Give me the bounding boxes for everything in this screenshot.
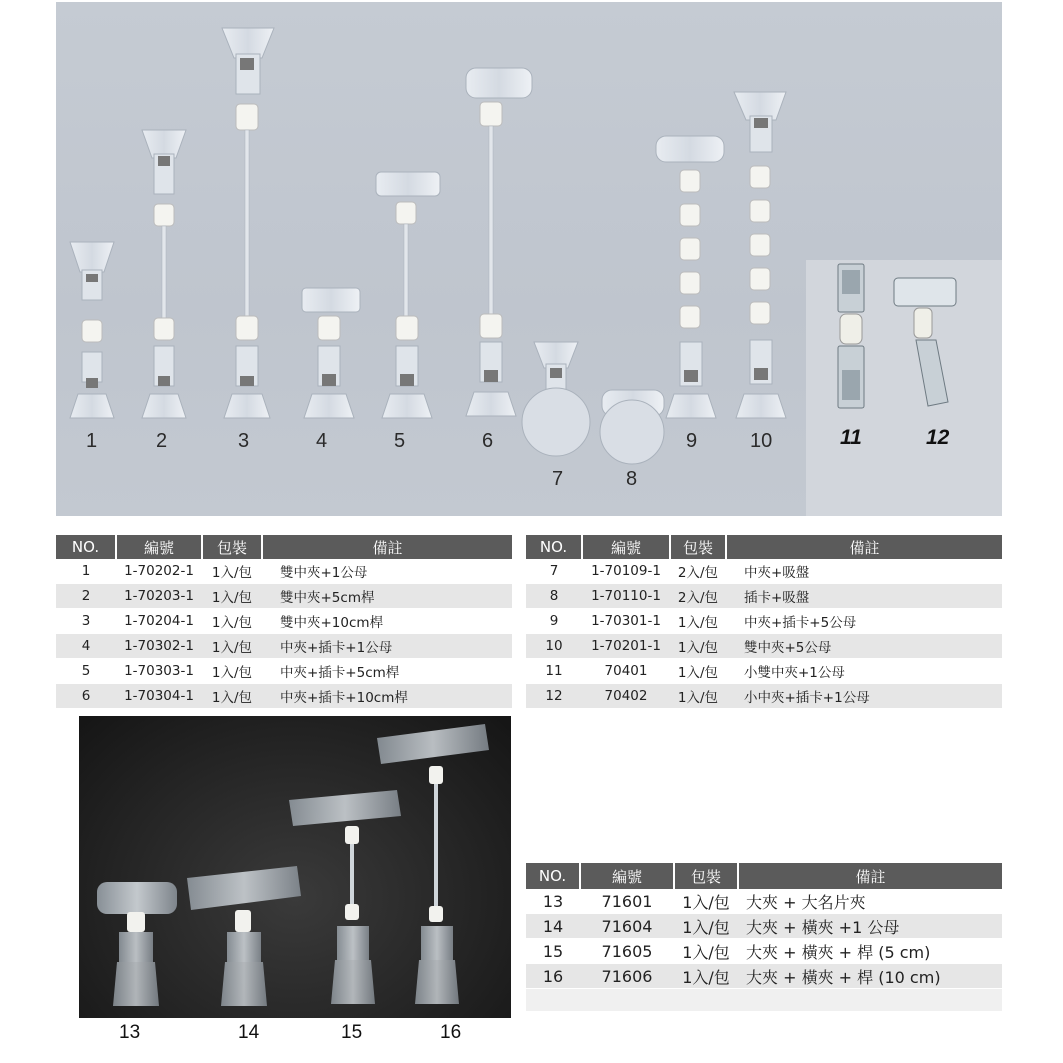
header-code: 編號 — [116, 535, 202, 559]
item-label-14: 14 — [238, 1022, 260, 1043]
cell-code: 70401 — [582, 659, 670, 684]
cell-no: 8 — [526, 584, 582, 609]
table-row — [526, 634, 1002, 659]
cell-pack: 2入/包 — [670, 584, 726, 609]
item-label-8: 8 — [626, 468, 638, 490]
cell-no: 3 — [56, 609, 116, 634]
clip-11 — [838, 264, 864, 408]
clip-16 — [377, 724, 489, 1004]
cell-note: 中夾+插卡+5cm桿 — [262, 659, 512, 684]
cell-pack: 1入/包 — [670, 659, 726, 684]
cell-pack: 2入/包 — [670, 559, 726, 584]
item-label-3: 3 — [238, 430, 250, 452]
header-note: 備註 — [262, 535, 512, 559]
header-pack: 包裝 — [202, 535, 262, 559]
clip-5 — [376, 172, 440, 418]
header-no: NO. — [56, 535, 116, 559]
table-row — [526, 964, 1002, 989]
cell-no: 13 — [526, 889, 580, 914]
large-clip-illustrations — [79, 716, 511, 1018]
cell-pack: 1入/包 — [674, 914, 738, 939]
table-row — [526, 889, 1002, 914]
cell-no: 9 — [526, 609, 582, 634]
spec-table-bottom — [526, 863, 1002, 1012]
clip-15 — [289, 790, 401, 1004]
cell-no: 15 — [526, 939, 580, 964]
cell-no: 4 — [56, 634, 116, 659]
table-row — [56, 584, 512, 609]
cell-note: 雙中夾+1公母 — [262, 559, 512, 584]
item-label-4: 4 — [316, 430, 328, 452]
cell-pack: 1入/包 — [202, 584, 262, 609]
clip-10 — [734, 92, 786, 418]
cell-note: 插卡+吸盤 — [726, 584, 1002, 609]
cell-pack: 1入/包 — [670, 634, 726, 659]
item-label-10: 10 — [750, 430, 773, 452]
cell-pack: 1入/包 — [670, 609, 726, 634]
cell-code: 1-70109-1 — [582, 559, 670, 584]
cell-no: 16 — [526, 964, 580, 989]
cell-code: 1-70202-1 — [116, 559, 202, 584]
cell-pack: 1入/包 — [202, 684, 262, 709]
cell-note: 中夾+插卡+5公母 — [726, 609, 1002, 634]
cell-code: 71605 — [580, 939, 674, 964]
cell-pack: 1入/包 — [202, 609, 262, 634]
item-label-7: 7 — [552, 468, 564, 490]
clip-3 — [222, 28, 274, 418]
cell-pack: 1入/包 — [202, 659, 262, 684]
item-label-13: 13 — [119, 1022, 141, 1043]
clip-9 — [656, 136, 724, 418]
cell-code: 1-70204-1 — [116, 609, 202, 634]
clip-7 — [522, 342, 590, 456]
cell-code: 1-70304-1 — [116, 684, 202, 709]
clip-2 — [142, 130, 186, 418]
item-label-5: 5 — [394, 430, 406, 452]
cell-code: 1-70303-1 — [116, 659, 202, 684]
cell-note: 雙中夾+10cm桿 — [262, 609, 512, 634]
cell-no: 12 — [526, 684, 582, 709]
clip-4 — [302, 288, 360, 418]
empty-cell — [526, 989, 1002, 1012]
table-row — [56, 659, 512, 684]
spec-table-right — [526, 535, 1002, 709]
cell-note: 中夾+吸盤 — [726, 559, 1002, 584]
table-row — [526, 939, 1002, 964]
cell-pack: 1入/包 — [674, 939, 738, 964]
header-code: 編號 — [582, 535, 670, 559]
table-row — [526, 659, 1002, 684]
header-code: 編號 — [580, 863, 674, 889]
product-photo-top — [56, 2, 1002, 516]
header-note: 備註 — [726, 535, 1002, 559]
item-label-11: 11 — [840, 426, 862, 449]
item-label-6: 6 — [482, 430, 494, 452]
spec-table-left — [56, 535, 512, 709]
cell-code: 1-70110-1 — [582, 584, 670, 609]
cell-pack: 1入/包 — [670, 684, 726, 709]
cell-note: 大夾 + 橫夾 + 桿 (5 cm) — [738, 939, 1002, 964]
cell-pack: 1入/包 — [674, 964, 738, 989]
table-row — [526, 914, 1002, 939]
cell-code: 71604 — [580, 914, 674, 939]
cell-note: 大夾 + 橫夾 +1 公母 — [738, 914, 1002, 939]
table-row — [526, 609, 1002, 634]
table-row — [526, 684, 1002, 709]
cell-pack: 1入/包 — [674, 889, 738, 914]
cell-no: 2 — [56, 584, 116, 609]
clip-6 — [466, 68, 532, 416]
header-no: NO. — [526, 535, 582, 559]
header-no: NO. — [526, 863, 580, 889]
cell-no: 11 — [526, 659, 582, 684]
cell-note: 大夾 + 橫夾 + 桿 (10 cm) — [738, 964, 1002, 989]
item-label-2: 2 — [156, 430, 168, 452]
cell-note: 中夾+插卡+1公母 — [262, 634, 512, 659]
cell-code: 71601 — [580, 889, 674, 914]
table-row — [526, 559, 1002, 584]
item-label-16: 16 — [440, 1022, 462, 1043]
item-label-12: 12 — [926, 426, 950, 449]
clip-13 — [97, 882, 177, 1006]
cell-note: 中夾+插卡+10cm桿 — [262, 684, 512, 709]
cell-code: 1-70201-1 — [582, 634, 670, 659]
cell-pack: 1入/包 — [202, 634, 262, 659]
cell-pack: 1入/包 — [202, 559, 262, 584]
item-label-1: 1 — [86, 430, 98, 452]
cell-code: 1-70302-1 — [116, 634, 202, 659]
item-label-9: 9 — [686, 430, 698, 452]
cell-note: 大夾 + 大名片夾 — [738, 889, 1002, 914]
table-row — [56, 609, 512, 634]
cell-note: 小中夾+插卡+1公母 — [726, 684, 1002, 709]
cell-no: 1 — [56, 559, 116, 584]
header-pack: 包裝 — [670, 535, 726, 559]
clip-8 — [600, 390, 664, 464]
item-label-15: 15 — [341, 1022, 363, 1043]
table-row — [56, 634, 512, 659]
header-note: 備註 — [738, 863, 1002, 889]
table-row — [526, 584, 1002, 609]
cell-note: 小雙中夾+1公母 — [726, 659, 1002, 684]
cell-code: 70402 — [582, 684, 670, 709]
cell-code: 1-70203-1 — [116, 584, 202, 609]
cell-no: 6 — [56, 684, 116, 709]
clip-1 — [70, 242, 114, 418]
cell-no: 10 — [526, 634, 582, 659]
header-pack: 包裝 — [674, 863, 738, 889]
cell-code: 71606 — [580, 964, 674, 989]
cell-no: 7 — [526, 559, 582, 584]
table-row-empty — [526, 989, 1002, 1012]
cell-no: 5 — [56, 659, 116, 684]
clip-14 — [187, 866, 301, 1006]
cell-note: 雙中夾+5公母 — [726, 634, 1002, 659]
cell-no: 14 — [526, 914, 580, 939]
table-row — [56, 559, 512, 584]
product-photo-bottom — [79, 716, 511, 1018]
table-row — [56, 684, 512, 709]
cell-note: 雙中夾+5cm桿 — [262, 584, 512, 609]
cell-code: 1-70301-1 — [582, 609, 670, 634]
